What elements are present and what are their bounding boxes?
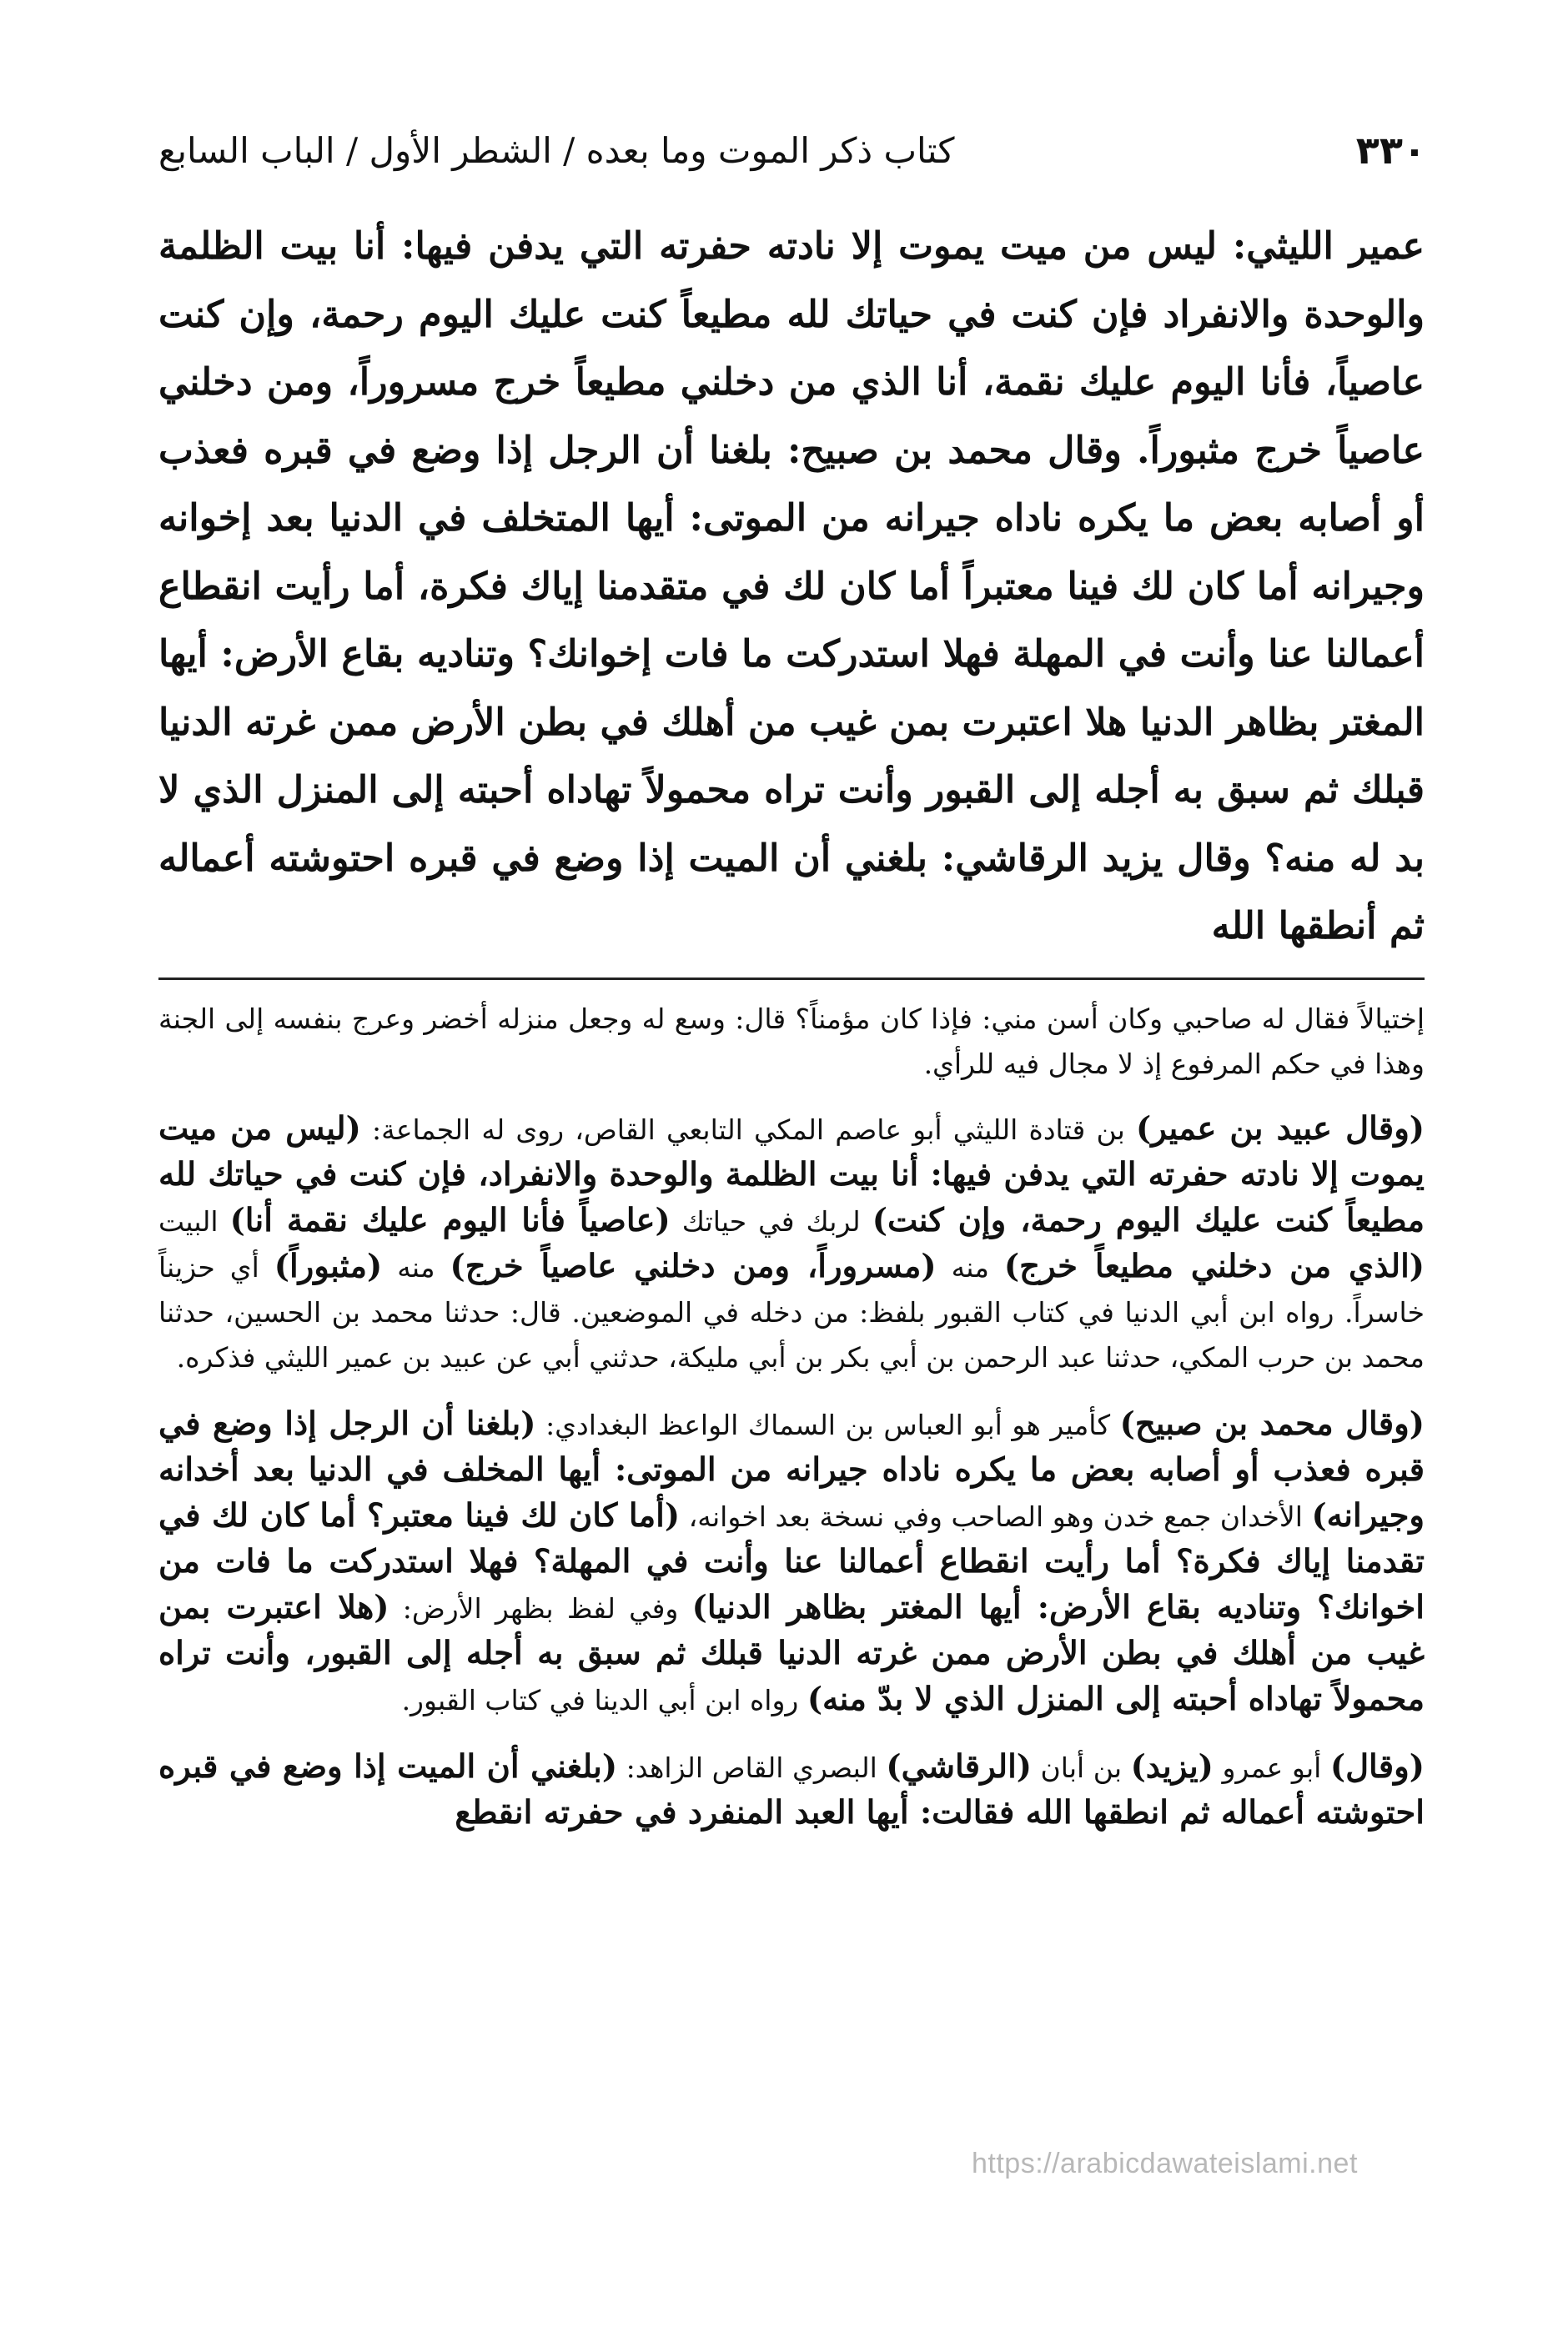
- footnote-text: لربك في حياتك: [670, 1205, 872, 1238]
- footnote-paragraph: [158, 997, 1425, 1087]
- footnote-text: البيت: [158, 1205, 230, 1238]
- footnotes: [158, 997, 1425, 1858]
- footnote-quote: (بلغني أن الميت إذا وضع في قبره احتوشته أعماله ثم انطقها الله فقالت: أيها العبد المنفرد في حفرته انقطع: [158, 1748, 1425, 1832]
- footnote-text: رواه ابن أبي الدينا في كتاب القبور.: [401, 1684, 807, 1716]
- footnote-quote: (عاصياً فأنا اليوم عليك نقمة أنا): [229, 1202, 671, 1239]
- footnote-text: بن قتادة الليثي أبو عاصم المكي التابعي القاص، روى له الجماعة:: [360, 1113, 1137, 1146]
- footnote-text: منه: [382, 1251, 450, 1284]
- footnote-paragraph: [158, 1402, 1425, 1723]
- footnote-quote: (وقال عبيد بن عمير): [1136, 1110, 1425, 1148]
- footnote-paragraph: [158, 1107, 1425, 1380]
- footnote-text: أبو عمرو: [1213, 1752, 1330, 1784]
- page-number: ٣٣٠: [1355, 128, 1426, 173]
- footnote-quote: (مسروراً، ومن دخلني عاصياً خرج): [450, 1248, 937, 1285]
- footnote-text: وفي لفظ بظهر الأرض:: [389, 1592, 692, 1625]
- footnote-paragraph: [158, 1745, 1425, 1837]
- footnote-divider: [158, 978, 1425, 980]
- running-head: كتاب ذكر الموت وما بعده / الشطر الأول / الباب السابع: [158, 129, 955, 171]
- footnote-text: بن أبان: [1031, 1752, 1131, 1784]
- footnote-text: الأخدان جمع خدن وهو الصاحب وفي نسخة بعد اخوانه،: [680, 1500, 1312, 1533]
- main-text: عمير الليثي: ليس من ميت يموت إلا نادته حفرته التي يدفن فيها: أنا بيت الظلمة والوحدة والانفراد فإن كنت في حياتك لله مطيعاً كنت عليك اليوم رحمة، وإن كنت عاصياً، فأنا اليوم عليك نقمة، أنا الذي من دخلني مطيعاً خرج مسروراً، ومن دخلني عاصياً خرج مثبوراً. وقال محمد بن صبيح: بلغنا أن الرجل إذا وضع في قبره فعذب أو أصابه بعض ما يكره ناداه جيرانه من الموتى: أيها المتخلف في الدنيا بعد إخوانه وجيرانه أما كان لك فينا معتبراً أما كان لك في متقدمنا إياك فكرة، أما رأيت انقطاع أعمالنا عنا وأنت في المهلة فهلا استدركت ما فات إخوانك؟ وتناديه بقاع الأرض: أيها المغتر بظاهر الدنيا هلا اعتبرت بمن غيب من أهلك في بطن الأرض ممن غرته الدنيا قبلك ثم سبق به أجله إلى القبور وأنت تراه محمولاً تهاداه أحبته إلى المنزل الذي لا بد له منه؟ وقال يزيد الرقاشي: بلغني أن الميت إذا وضع في قبره احتوشته أعماله ثم أنطقها الله: [158, 224, 1425, 947]
- footnote-text: كأمير هو أبو العباس بن السماك الواعظ البغدادي:: [535, 1409, 1120, 1441]
- footnote-quote: (ليس من ميت يموت إلا نادته حفرته التي يدفن فيها: أنا بيت الظلمة والوحدة والانفراد، فإن كنت في حياتك لله مطيعاً كنت عليك اليوم رحمة، وإن كنت): [158, 1110, 1425, 1239]
- footnote-quote: (وقال محمد بن صبيح): [1119, 1405, 1425, 1443]
- footnote-quote: (الرقاشي): [886, 1748, 1032, 1786]
- footnote-text: إختيالاً فقال له صاحبي وكان أسن مني: فإذا كان مؤمناً؟ قال: وسع له وجعل منزله أخضر وعرج بنفسه إلى الجنة وهذا في حكم المرفوع إذ لا مجال فيه للرأي.: [158, 1003, 1425, 1080]
- footnote-quote: (بلغنا أن الرجل إذا وضع في قبره فعذب أو أصابه بعض ما يكره ناداه جيرانه من الموتى: أيها المخلف في الدنيا بعد أخدانه وجيرانه): [158, 1405, 1425, 1535]
- footnote-quote: (هلا اعتبرت بمن غيب من أهلك في بطن الأرض ممن غرته الدنيا قبلك ثم سبق به أجله إلى القبور، وأنت تراه محمولاً تهاداه أحبته إلى المنزل الذي لا بدّ منه): [158, 1589, 1425, 1718]
- watermark-url: https://arabicdawateislami.net: [972, 2148, 1358, 2179]
- footnote-text: أي حزيناً خاسراً. رواه ابن أبي الدنيا في كتاب القبور بلفظ: من دخله في الموضعين. قال: حدثنا محمد بن الحسين، حدثنا محمد بن حرب المكي، حدثنا عبد الرحمن بن أبي بكر بن أبي مليكة، حدثني أبي عن عبيد بن عمير الليثي فذكره.: [158, 1251, 1425, 1374]
- footnote-text: منه: [936, 1251, 1004, 1284]
- footnote-quote: (الذي من دخلني مطيعاً خرج): [1003, 1248, 1425, 1285]
- footnote-quote: (مثبوراً): [274, 1248, 383, 1285]
- footnote-quote: (يزيد): [1130, 1748, 1214, 1786]
- footnote-quote: (أما كان لك فينا معتبر؟ أما كان لك في تقدمنا إياك فكرة؟ أما رأيت انقطاع أعمالنا عنا وأنت في المهلة؟ فهلا استدركت ما فات من اخوانك؟ وتناديه بقاع الأرض: أيها المغتر بظاهر الدنيا): [158, 1497, 1425, 1626]
- footnote-text: البصري القاص الزاهد:: [617, 1752, 887, 1784]
- footnote-quote: (وقال): [1329, 1748, 1425, 1786]
- page-header: [158, 117, 1426, 183]
